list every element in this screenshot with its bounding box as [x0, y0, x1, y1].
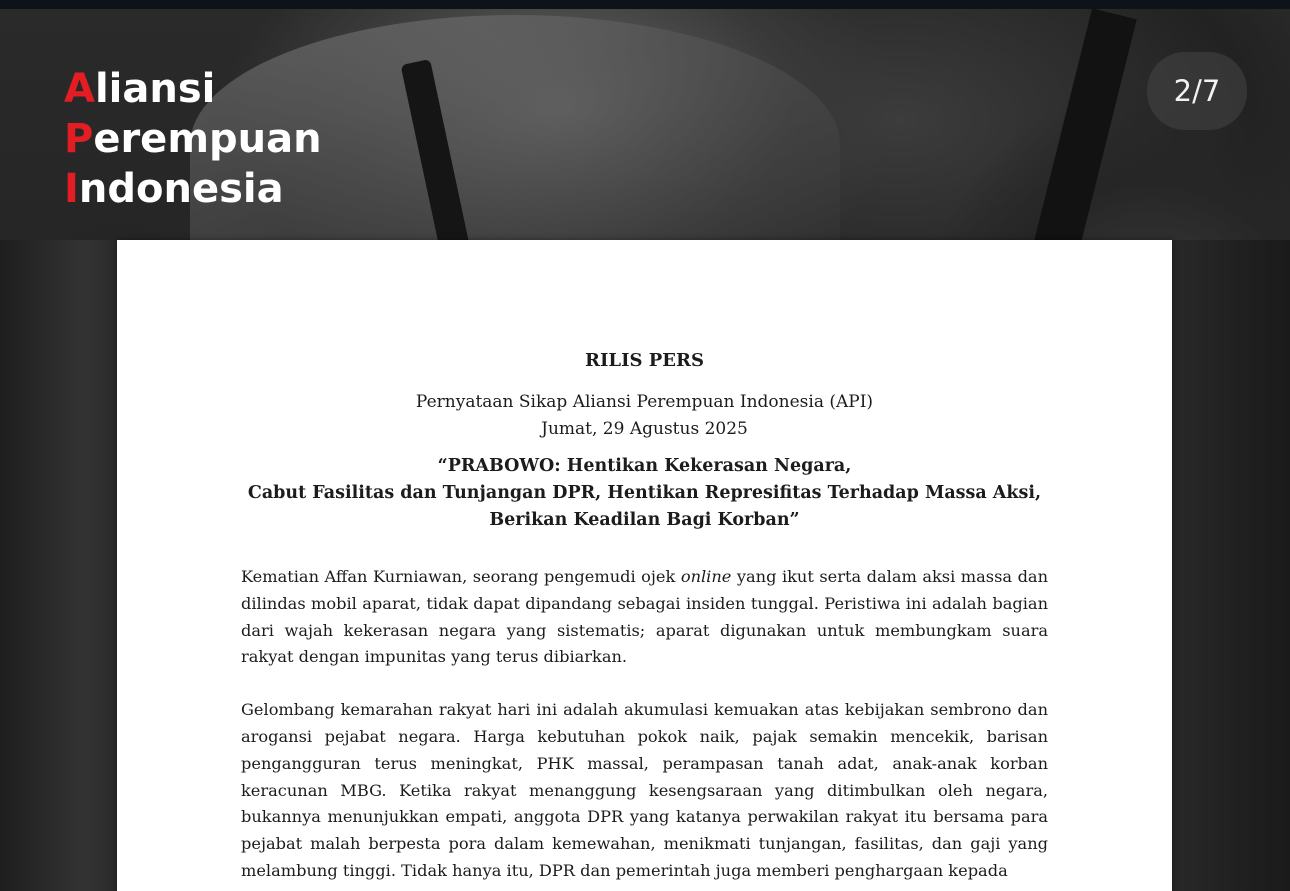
document-heading: RILIS PERS	[585, 350, 704, 371]
paragraph-text: Kematian Affan Kurniawan, seorang pengemudi ojek	[241, 567, 681, 586]
document-title-line: Cabut Fasilitas dan Tunjangan DPR, Hentikan Represifitas Terhadap Massa Aksi,	[247, 483, 1042, 503]
brand-line-3	[64, 164, 322, 214]
brand-word: erempuan	[93, 116, 322, 162]
background-photo-left	[0, 240, 118, 891]
paragraph-text: yang ikut serta dalam aksi massa dan dilindas mobil aparat, tidak dapat dipandang sebagai insiden tunggal. Peristiwa ini adalah bagian dari wajah kekerasan negara yang sistematis; aparat digunakan untuk membungkam suara rakyat dengan impunitas yang terus dibiarkan.	[241, 567, 1049, 667]
brand-word: liansi	[94, 66, 216, 112]
document-date: Jumat, 29 Agustus 2025	[541, 419, 748, 439]
brand-initial: A	[64, 66, 95, 112]
brand-initial: P	[64, 116, 94, 162]
document-paragraph-1	[241, 564, 1048, 671]
page-counter-badge: 2/7	[1147, 52, 1247, 130]
document-title	[241, 453, 1048, 534]
document-subtitle: Pernyataan Sikap Aliansi Perempuan Indonesia (API)	[415, 392, 874, 412]
document-body	[241, 350, 1048, 885]
press-release-document	[117, 240, 1172, 891]
brand-initial: I	[64, 166, 79, 212]
document-title-line: Berikan Keadilan Bagi Korban”	[489, 510, 800, 530]
brand-line-2	[64, 114, 322, 164]
brand-word: ndonesia	[78, 166, 284, 212]
brand-logo	[64, 64, 322, 214]
background-photo-pole-right	[1029, 8, 1137, 271]
top-bar	[0, 0, 1290, 9]
document-title-line: “PRABOWO: Hentikan Kekerasan Negara,	[437, 456, 852, 476]
paragraph-emphasis: online	[680, 567, 732, 586]
document-paragraph-2: Gelombang kemarahan rakyat hari ini adalah akumulasi kemuakan atas kebijakan sembrono dan arogansi pejabat negara. Harga kebutuhan pokok naik, pajak semakin mencekik, barisan pengangguran terus meningkat, PHK massal, perampasan tanah adat, anak-anak korban keracunan MBG. Ketika rakyat menanggung kesengsaraan yang ditimbulkan oleh negara, bukannya menunjukkan empati, anggota DPR yang katanya perwakilan rakyat itu bersama para pejabat malah berpesta pora dalam kemewahan, menikmati tunjangan, fasilitas, dan gaji yang melambung tinggi. Tidak hanya itu, DPR dan pemerintah juga memberi penghargaan kepada	[241, 700, 1048, 880]
brand-line-1	[64, 64, 322, 114]
